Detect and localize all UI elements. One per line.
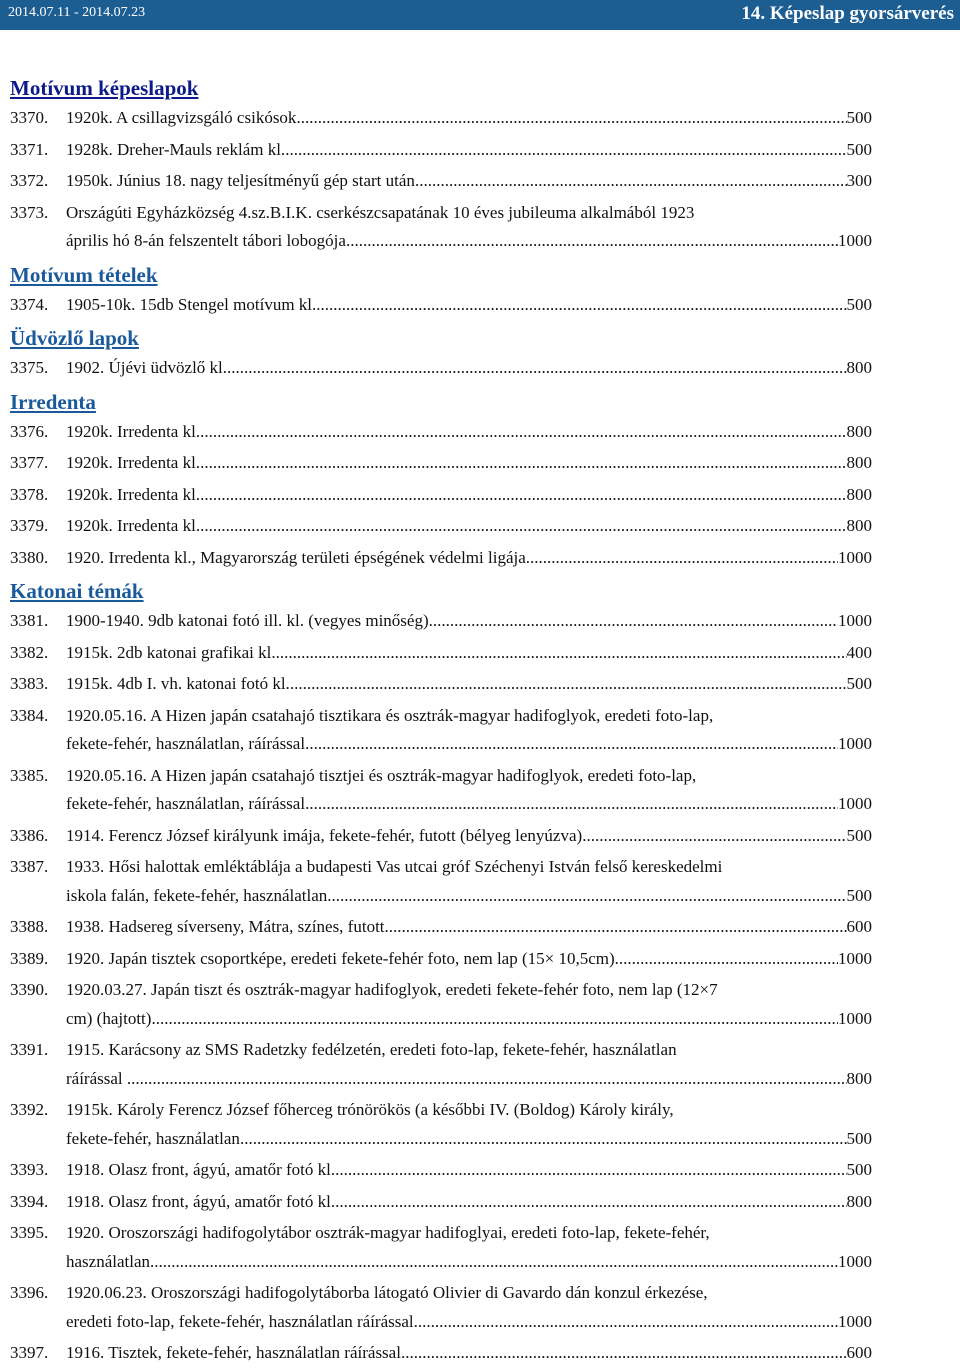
dot-leader xyxy=(346,227,838,256)
lot-entry xyxy=(10,1219,955,1276)
lot-price: 800 xyxy=(846,516,872,535)
lot-text: 1928k. Dreher-Mauls reklám kl. xyxy=(66,139,286,159)
lot-number: 3391. xyxy=(10,1040,49,1059)
dot-leader xyxy=(526,544,838,573)
lot-text: 1938. Hadsereg síverseny, Mátra, színes, futott xyxy=(66,917,385,936)
lot-description xyxy=(66,199,872,256)
dot-leader xyxy=(335,1188,846,1217)
lot-price: 800 xyxy=(846,358,872,377)
lot-number: 3382. xyxy=(10,642,49,662)
dot-leader xyxy=(615,945,838,974)
dot-leader xyxy=(305,790,838,819)
dot-leader xyxy=(200,512,846,541)
lot-entry xyxy=(10,1279,955,1336)
lot-number: 3386. xyxy=(10,825,49,845)
lot-text: eredeti foto-lap, fekete-fehér, használatlan ráírással xyxy=(66,1311,414,1331)
lot-number: 3371. xyxy=(10,139,49,159)
lot-text: fekete-fehér, használatlan, ráírással xyxy=(66,794,306,813)
lot-price: 300 xyxy=(846,171,872,190)
lot-entry xyxy=(10,762,955,819)
dot-leader xyxy=(316,291,846,320)
section-title: Irredenta xyxy=(10,389,96,414)
dot-leader xyxy=(290,670,847,699)
lot-description xyxy=(66,607,872,636)
lot-number: 3373. xyxy=(10,202,49,222)
lot-text: iskola falán, fekete-fehér, használatlan xyxy=(66,885,328,905)
dot-leader xyxy=(240,1125,847,1154)
header-title: 14. Képeslap gyorsárverés xyxy=(741,3,954,24)
catalog-content xyxy=(10,72,955,1371)
lot-price: 1000 xyxy=(838,1251,872,1271)
lot-entry xyxy=(10,670,955,699)
lot-number: 3387. xyxy=(10,857,49,876)
lot-description xyxy=(66,702,872,759)
lot-description xyxy=(66,670,872,699)
lot-price: 1000 xyxy=(838,1311,872,1331)
lot-price: 1000 xyxy=(838,948,872,968)
lot-number: 3375. xyxy=(10,358,49,377)
lot-text: Országúti Egyházközség 4.sz.B.I.K. cserkészcsapatának 10 éves jubileuma alkalmából 1923 xyxy=(66,202,695,222)
dot-leader xyxy=(200,449,846,478)
lot-text: 1933. Hősi halottak emléktáblája a budapesti Vas utcai gróf Széchenyi István felső kereskedelmi xyxy=(66,857,723,876)
dot-leader xyxy=(296,104,846,133)
lot-description xyxy=(66,291,872,320)
lot-description xyxy=(66,762,872,819)
lot-entry xyxy=(10,449,955,478)
lot-number: 3392. xyxy=(10,1100,49,1119)
dot-leader xyxy=(401,1339,847,1368)
lot-description xyxy=(66,822,872,851)
lot-price: 500 xyxy=(846,294,872,314)
lot-text: 1905-10k. 15db Stengel motívum kl. xyxy=(66,294,317,314)
lot-text: 1920k. Irredenta kl. xyxy=(66,516,201,535)
lot-number: 3388. xyxy=(10,917,49,936)
dot-leader xyxy=(285,136,846,165)
dot-leader xyxy=(200,418,846,447)
lot-entry xyxy=(10,104,955,133)
lot-price: 600 xyxy=(846,917,872,936)
lot-text: 1920k. A csillagvizsgáló csikósok xyxy=(66,108,297,127)
lot-description xyxy=(66,512,872,541)
lot-text: 1920.05.16. A Hizen japán csatahajó tisztikara és osztrák-magyar hadifoglyok, eredeti foto-lap, xyxy=(66,705,714,725)
dot-leader xyxy=(227,354,846,383)
lot-text: használatlan xyxy=(66,1251,151,1271)
lot-price: 1000 xyxy=(838,794,872,813)
lot-description xyxy=(66,1339,872,1368)
lot-price: 800 xyxy=(846,453,872,472)
lot-description xyxy=(66,544,872,573)
lot-entry xyxy=(10,291,955,320)
lot-price: 500 xyxy=(846,674,872,693)
lot-price: 800 xyxy=(846,421,872,441)
lot-entry xyxy=(10,512,955,541)
dot-leader xyxy=(200,481,846,510)
lot-description xyxy=(66,1219,872,1276)
lot-entry xyxy=(10,136,955,165)
lot-text: 1920k. Irredenta kl. xyxy=(66,421,201,441)
lot-number: 3393. xyxy=(10,1160,49,1179)
lot-description xyxy=(66,913,872,942)
lot-number: 3380. xyxy=(10,547,49,567)
lot-text: 1902. Újévi üdvözlő kl. xyxy=(66,358,228,377)
lot-description xyxy=(66,481,872,510)
lot-entry xyxy=(10,481,955,510)
lot-text: 1916. Tisztek, fekete-fehér, használatlan ráírással xyxy=(66,1343,401,1362)
dot-leader xyxy=(414,1308,838,1337)
lot-text: 1918. Olasz front, ágyú, amatőr fotó kl. xyxy=(66,1191,336,1211)
lot-entry xyxy=(10,1096,955,1153)
lot-description xyxy=(66,1096,872,1153)
lot-entry xyxy=(10,418,955,447)
lot-price: 800 xyxy=(846,484,872,504)
lot-entry xyxy=(10,1156,955,1185)
lot-price: 1000 xyxy=(838,1008,872,1028)
lot-number: 3396. xyxy=(10,1283,49,1302)
lot-text: 1920k. Irredenta kl. xyxy=(66,453,201,472)
lot-price: 500 xyxy=(846,108,872,127)
lot-text: 1920.05.16. A Hizen japán csatahajó tisztjei és osztrák-magyar hadifoglyok, eredeti foto-lap, xyxy=(66,765,697,785)
lot-description xyxy=(66,945,872,974)
lot-price: 500 xyxy=(846,825,872,845)
dot-leader xyxy=(582,822,846,851)
lot-description xyxy=(66,853,872,910)
lot-price: 500 xyxy=(846,1128,872,1148)
section-title: Motívum tételek xyxy=(10,262,158,287)
lot-text: április hó 8-án felszentelt tábori lobogója xyxy=(66,231,346,250)
lot-number: 3379. xyxy=(10,516,49,535)
section-title: Katonai témák xyxy=(10,579,144,603)
lot-price: 1000 xyxy=(838,231,872,250)
lot-price: 800 xyxy=(846,1068,872,1088)
lot-number: 3397. xyxy=(10,1343,49,1362)
lot-entry xyxy=(10,702,955,759)
lot-description xyxy=(66,449,872,478)
lot-text: 1914. Ferencz József királyunk imája, fekete-fehér, futott (bélyeg lenyúzva) xyxy=(66,825,583,845)
lot-text: 1950k. Június 18. nagy teljesítményű gép start után xyxy=(66,171,415,190)
lot-description xyxy=(66,136,872,165)
lot-description xyxy=(66,167,872,196)
lot-text: 1915k. 2db katonai grafikai kl. xyxy=(66,642,276,662)
lot-description xyxy=(66,1156,872,1185)
dot-leader xyxy=(150,1248,838,1277)
lot-text: 1915k. Károly Ferencz József főherceg trónörökös (a későbbi IV. (Boldog) Károly király, xyxy=(66,1100,674,1119)
lot-text: ráírással . xyxy=(66,1068,132,1088)
lot-entry xyxy=(10,354,955,383)
lot-text: 1918. Olasz front, ágyú, amatőr fotó kl. xyxy=(66,1160,336,1179)
lot-number: 3389. xyxy=(10,948,49,968)
lot-entry xyxy=(10,1036,955,1093)
lot-text: fekete-fehér, használatlan xyxy=(66,1128,240,1148)
section-title: Motívum képeslapok xyxy=(10,76,199,100)
lot-text: 1915k. 4db I. vh. katonai fotó kl. xyxy=(66,674,290,693)
dot-leader xyxy=(276,639,847,668)
page-header xyxy=(0,0,960,30)
dot-leader xyxy=(151,1005,838,1034)
lot-price: 500 xyxy=(846,139,872,159)
lot-description xyxy=(66,354,872,383)
lot-number: 3370. xyxy=(10,108,49,127)
lot-price: 1000 xyxy=(838,734,872,753)
lot-text: fekete-fehér, használatlan, ráírással xyxy=(66,734,306,753)
lot-entry xyxy=(10,976,955,1033)
dot-leader xyxy=(327,882,846,911)
lot-text: 1920. Irredenta kl., Magyarország területi épségének védelmi ligája xyxy=(66,547,526,567)
lot-entry xyxy=(10,544,955,573)
lot-entry xyxy=(10,822,955,851)
lot-number: 3395. xyxy=(10,1223,49,1242)
lot-description xyxy=(66,104,872,133)
lot-number: 3384. xyxy=(10,705,49,725)
lot-entry xyxy=(10,639,955,668)
lot-entry xyxy=(10,1339,955,1368)
lot-description xyxy=(66,418,872,447)
lot-entry xyxy=(10,853,955,910)
lot-price: 500 xyxy=(846,1160,872,1179)
section-title: Üdvözlő lapok xyxy=(10,326,139,350)
lot-description xyxy=(66,976,872,1033)
date-range: 2014.07.11 - 2014.07.23 xyxy=(8,5,146,20)
lot-number: 3383. xyxy=(10,674,49,693)
lot-number: 3376. xyxy=(10,421,49,441)
lot-text: 1920. Oroszországi hadifogolytábor osztrák-magyar hadifoglyai, eredeti foto-lap, fekete-fehér, xyxy=(66,1223,710,1242)
lot-description xyxy=(66,639,872,668)
lot-number: 3372. xyxy=(10,171,49,190)
lot-entry xyxy=(10,913,955,942)
dot-leader xyxy=(415,167,847,196)
lot-number: 3374. xyxy=(10,294,49,314)
dot-leader xyxy=(335,1156,846,1185)
lot-text: cm) (hajtott) xyxy=(66,1008,152,1028)
lot-number: 3394. xyxy=(10,1191,49,1211)
lot-price: 1000 xyxy=(838,547,872,567)
lot-text: 1920.03.27. Japán tiszt és osztrák-magyar hadifoglyok, eredeti fekete-fehér foto, nem lap (12×7 xyxy=(66,980,718,999)
dot-leader xyxy=(131,1065,846,1094)
lot-text: 1900-1940. 9db katonai fotó ill. kl. (vegyes minőség) xyxy=(66,611,429,630)
lot-number: 3381. xyxy=(10,611,49,630)
lot-price: 600 xyxy=(846,1343,872,1362)
lot-entry xyxy=(10,607,955,636)
lot-text: 1915. Karácsony az SMS Radetzky fedélzetén, eredeti foto-lap, fekete-fehér, használatlan xyxy=(66,1040,677,1059)
lot-description xyxy=(66,1279,872,1336)
lot-text: 1920k. Irredenta kl. xyxy=(66,484,201,504)
lot-entry xyxy=(10,167,955,196)
lot-description xyxy=(66,1036,872,1093)
lot-price: 1000 xyxy=(838,611,872,630)
lot-price: 800 xyxy=(846,1191,872,1211)
lot-number: 3385. xyxy=(10,765,49,785)
lot-description xyxy=(66,1188,872,1217)
dot-leader xyxy=(385,913,847,942)
lot-entry xyxy=(10,199,955,256)
lot-entry xyxy=(10,1188,955,1217)
lot-entry xyxy=(10,945,955,974)
lot-price: 500 xyxy=(846,885,872,905)
dot-leader xyxy=(305,730,838,759)
lot-number: 3378. xyxy=(10,484,49,504)
lot-number: 3390. xyxy=(10,980,49,999)
lot-number: 3377. xyxy=(10,453,49,472)
lot-text: 1920. Japán tisztek csoportképe, eredeti fekete-fehér foto, nem lap (15× 10,5cm) xyxy=(66,948,615,968)
lot-price: 400 xyxy=(846,642,872,662)
dot-leader xyxy=(429,607,838,636)
lot-text: 1920.06.23. Oroszországi hadifogolytáborba látogató Olivier di Gavardo dán konzul érkezése, xyxy=(66,1283,708,1302)
